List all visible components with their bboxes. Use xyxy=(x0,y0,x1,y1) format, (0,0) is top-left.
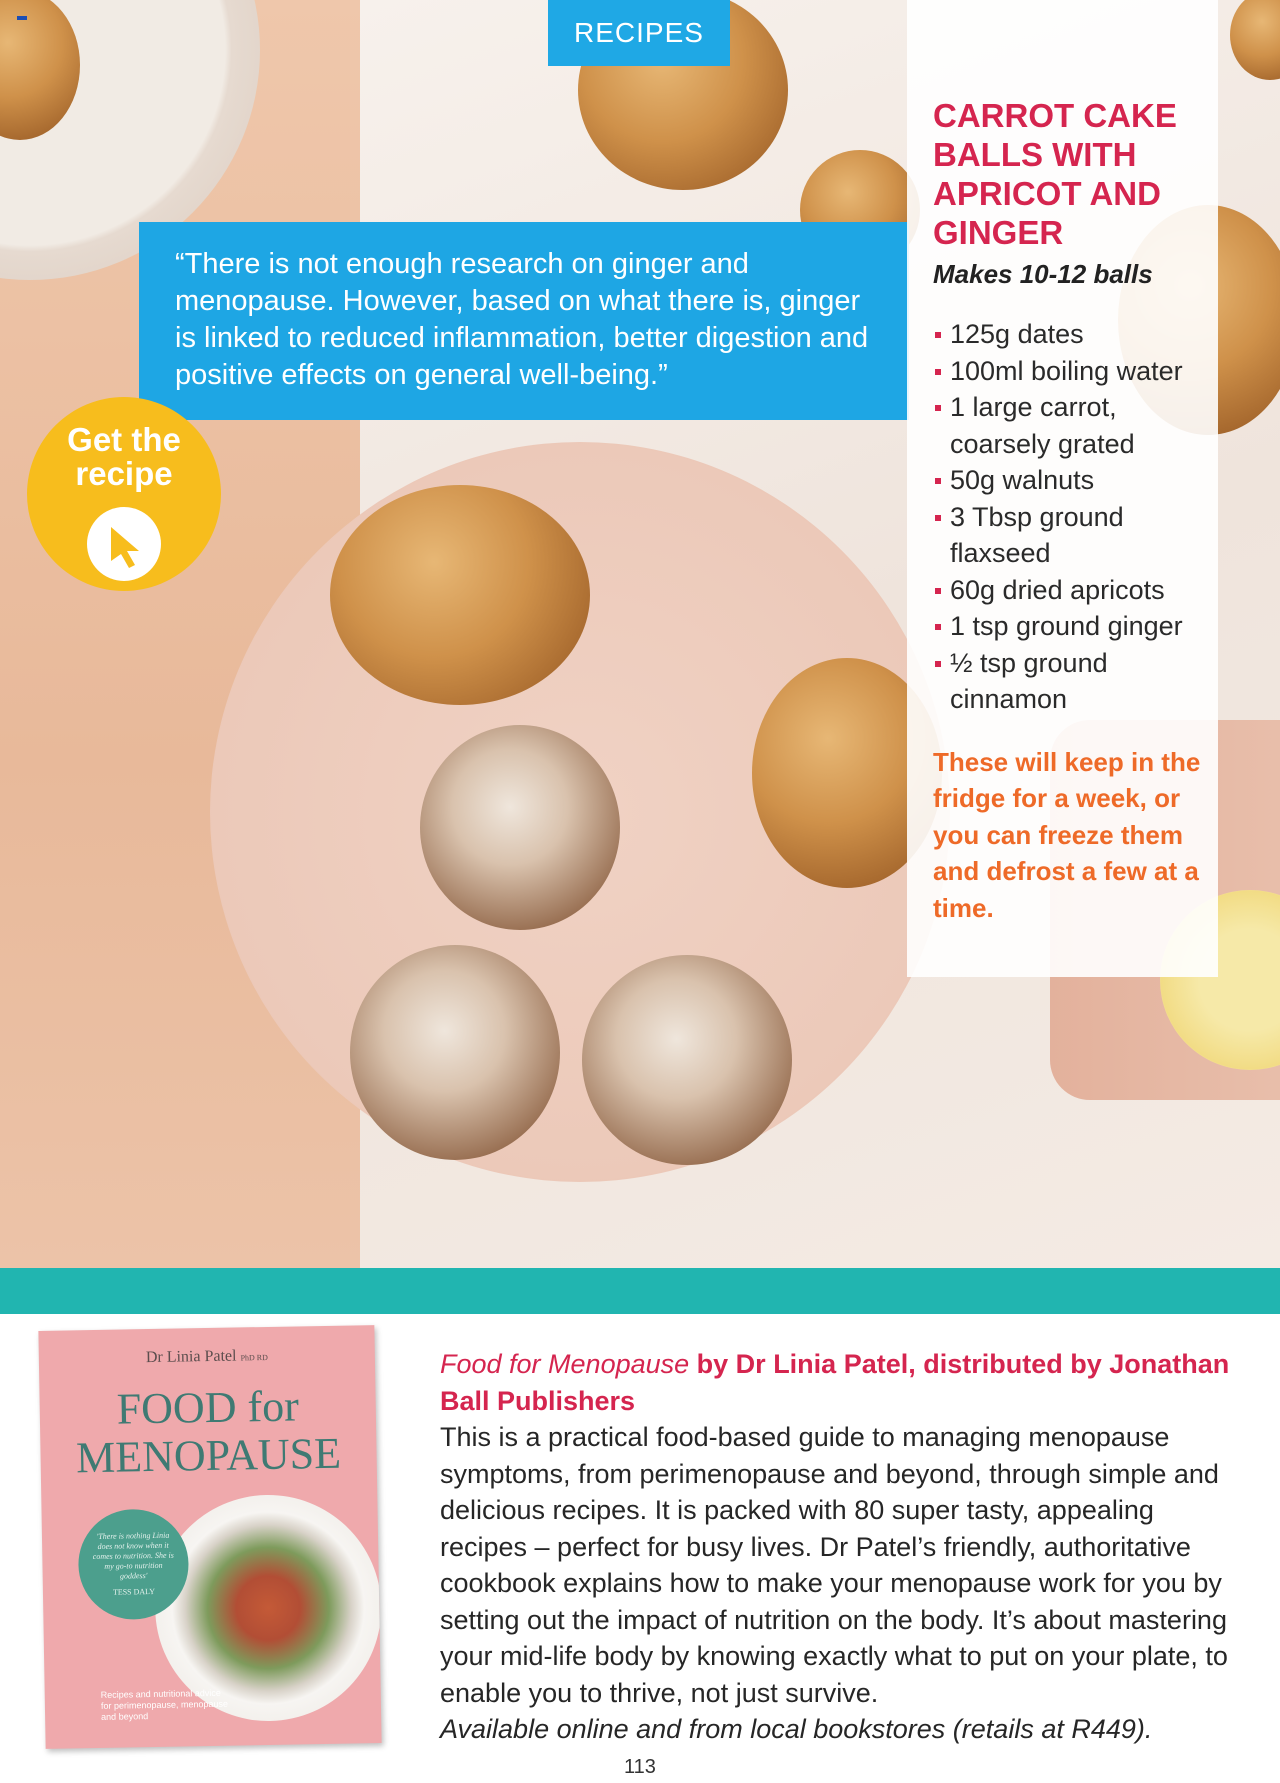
cover-title-line1: FOOD for xyxy=(116,1381,300,1434)
ingredient-item: 50g walnuts xyxy=(933,462,1204,499)
ingredient-item: 1 tsp ground ginger xyxy=(933,608,1204,645)
book-cover[interactable] xyxy=(38,1325,381,1749)
divider-band xyxy=(0,1268,1280,1314)
cover-author-suffix: PhD RD xyxy=(240,1352,268,1363)
coconut-ball xyxy=(350,945,560,1160)
ingredient-item: 125g dates xyxy=(933,316,1204,353)
pull-quote xyxy=(139,222,909,420)
book-blurb xyxy=(440,1346,1240,1748)
cover-author-name: Dr Linia Patel xyxy=(145,1347,237,1367)
section-tab-label: RECIPES xyxy=(574,17,704,48)
cursor-arrow-icon xyxy=(87,507,161,581)
corner-mark xyxy=(17,16,27,20)
storage-note: These will keep in the fridge for a week, or you can freeze them and defrost a few at a time. xyxy=(933,746,1201,923)
book-availability: Available online and from local bookstores (retails at R449). xyxy=(440,1714,1153,1744)
cover-author xyxy=(39,1345,375,1369)
recipe-title-line: CARROT CAKE xyxy=(933,97,1177,134)
coconut-ball xyxy=(420,725,620,930)
recipe-title-line: GINGER xyxy=(933,214,1064,251)
book-heading xyxy=(440,1346,1240,1419)
recipe-title-line: APRICOT AND xyxy=(933,175,1161,212)
recipe-title xyxy=(933,96,1204,252)
book-byline: by Dr Linia Patel, distributed by Jonathan Ball Publishers xyxy=(440,1349,1230,1416)
get-recipe-line2: recipe xyxy=(75,455,173,492)
cover-badge-quote: 'There is nothing Linia does not know when it comes to nutrition. She is my go-to nutrition goddess' xyxy=(92,1530,174,1581)
book-title: Food for Menopause xyxy=(440,1349,690,1379)
cover-subtitle: Recipes and nutritional advice for perimenopause, menopause and beyond xyxy=(100,1687,229,1722)
ingredient-item: ½ tsp ground cinnamon xyxy=(933,645,1204,718)
pull-quote-text: “There is not enough research on ginger and menopause. However, based on what there is, ginger is linked to reduced inflammation, better digestion and positive effects on general well-being.” xyxy=(175,248,869,391)
ingredient-item: 100ml boiling water xyxy=(933,353,1204,390)
recipe-card xyxy=(907,0,1218,977)
ingredient-item: 60g dried apricots xyxy=(933,572,1204,609)
page-number: 113 xyxy=(624,1756,656,1778)
cover-title-line2: MENOPAUSE xyxy=(75,1428,342,1483)
get-recipe-line1: Get the xyxy=(67,421,181,458)
ingredient-list xyxy=(933,316,1204,718)
section-tab[interactable] xyxy=(548,0,730,66)
ingredient-item: 1 large carrot, coarsely grated xyxy=(933,389,1204,462)
coconut-ball xyxy=(582,955,792,1165)
cover-badge-author: TESS DALY xyxy=(112,1586,156,1597)
recipe-yield: Makes 10-12 balls xyxy=(933,259,1153,289)
get-recipe-button[interactable] xyxy=(27,397,221,591)
ingredient-item: 3 Tbsp ground flaxseed xyxy=(933,499,1204,572)
nut-ball xyxy=(330,485,590,705)
recipe-title-line: BALLS WITH xyxy=(933,136,1137,173)
book-description: This is a practical food-based guide to managing menopause symptoms, from perimenopause and beyond, through simple and delicious recipes. It is packed with 80 super tasty, appealing recipes – perfect for busy lives. Dr Patel’s friendly, authoritative cookbook explains how to make your menopause work for you by setting out the impact of nutrition on the body. It’s about mastering your mid-life body by knowing exactly what to put on your plate, to enable you to thrive, not just survive. xyxy=(440,1422,1228,1708)
